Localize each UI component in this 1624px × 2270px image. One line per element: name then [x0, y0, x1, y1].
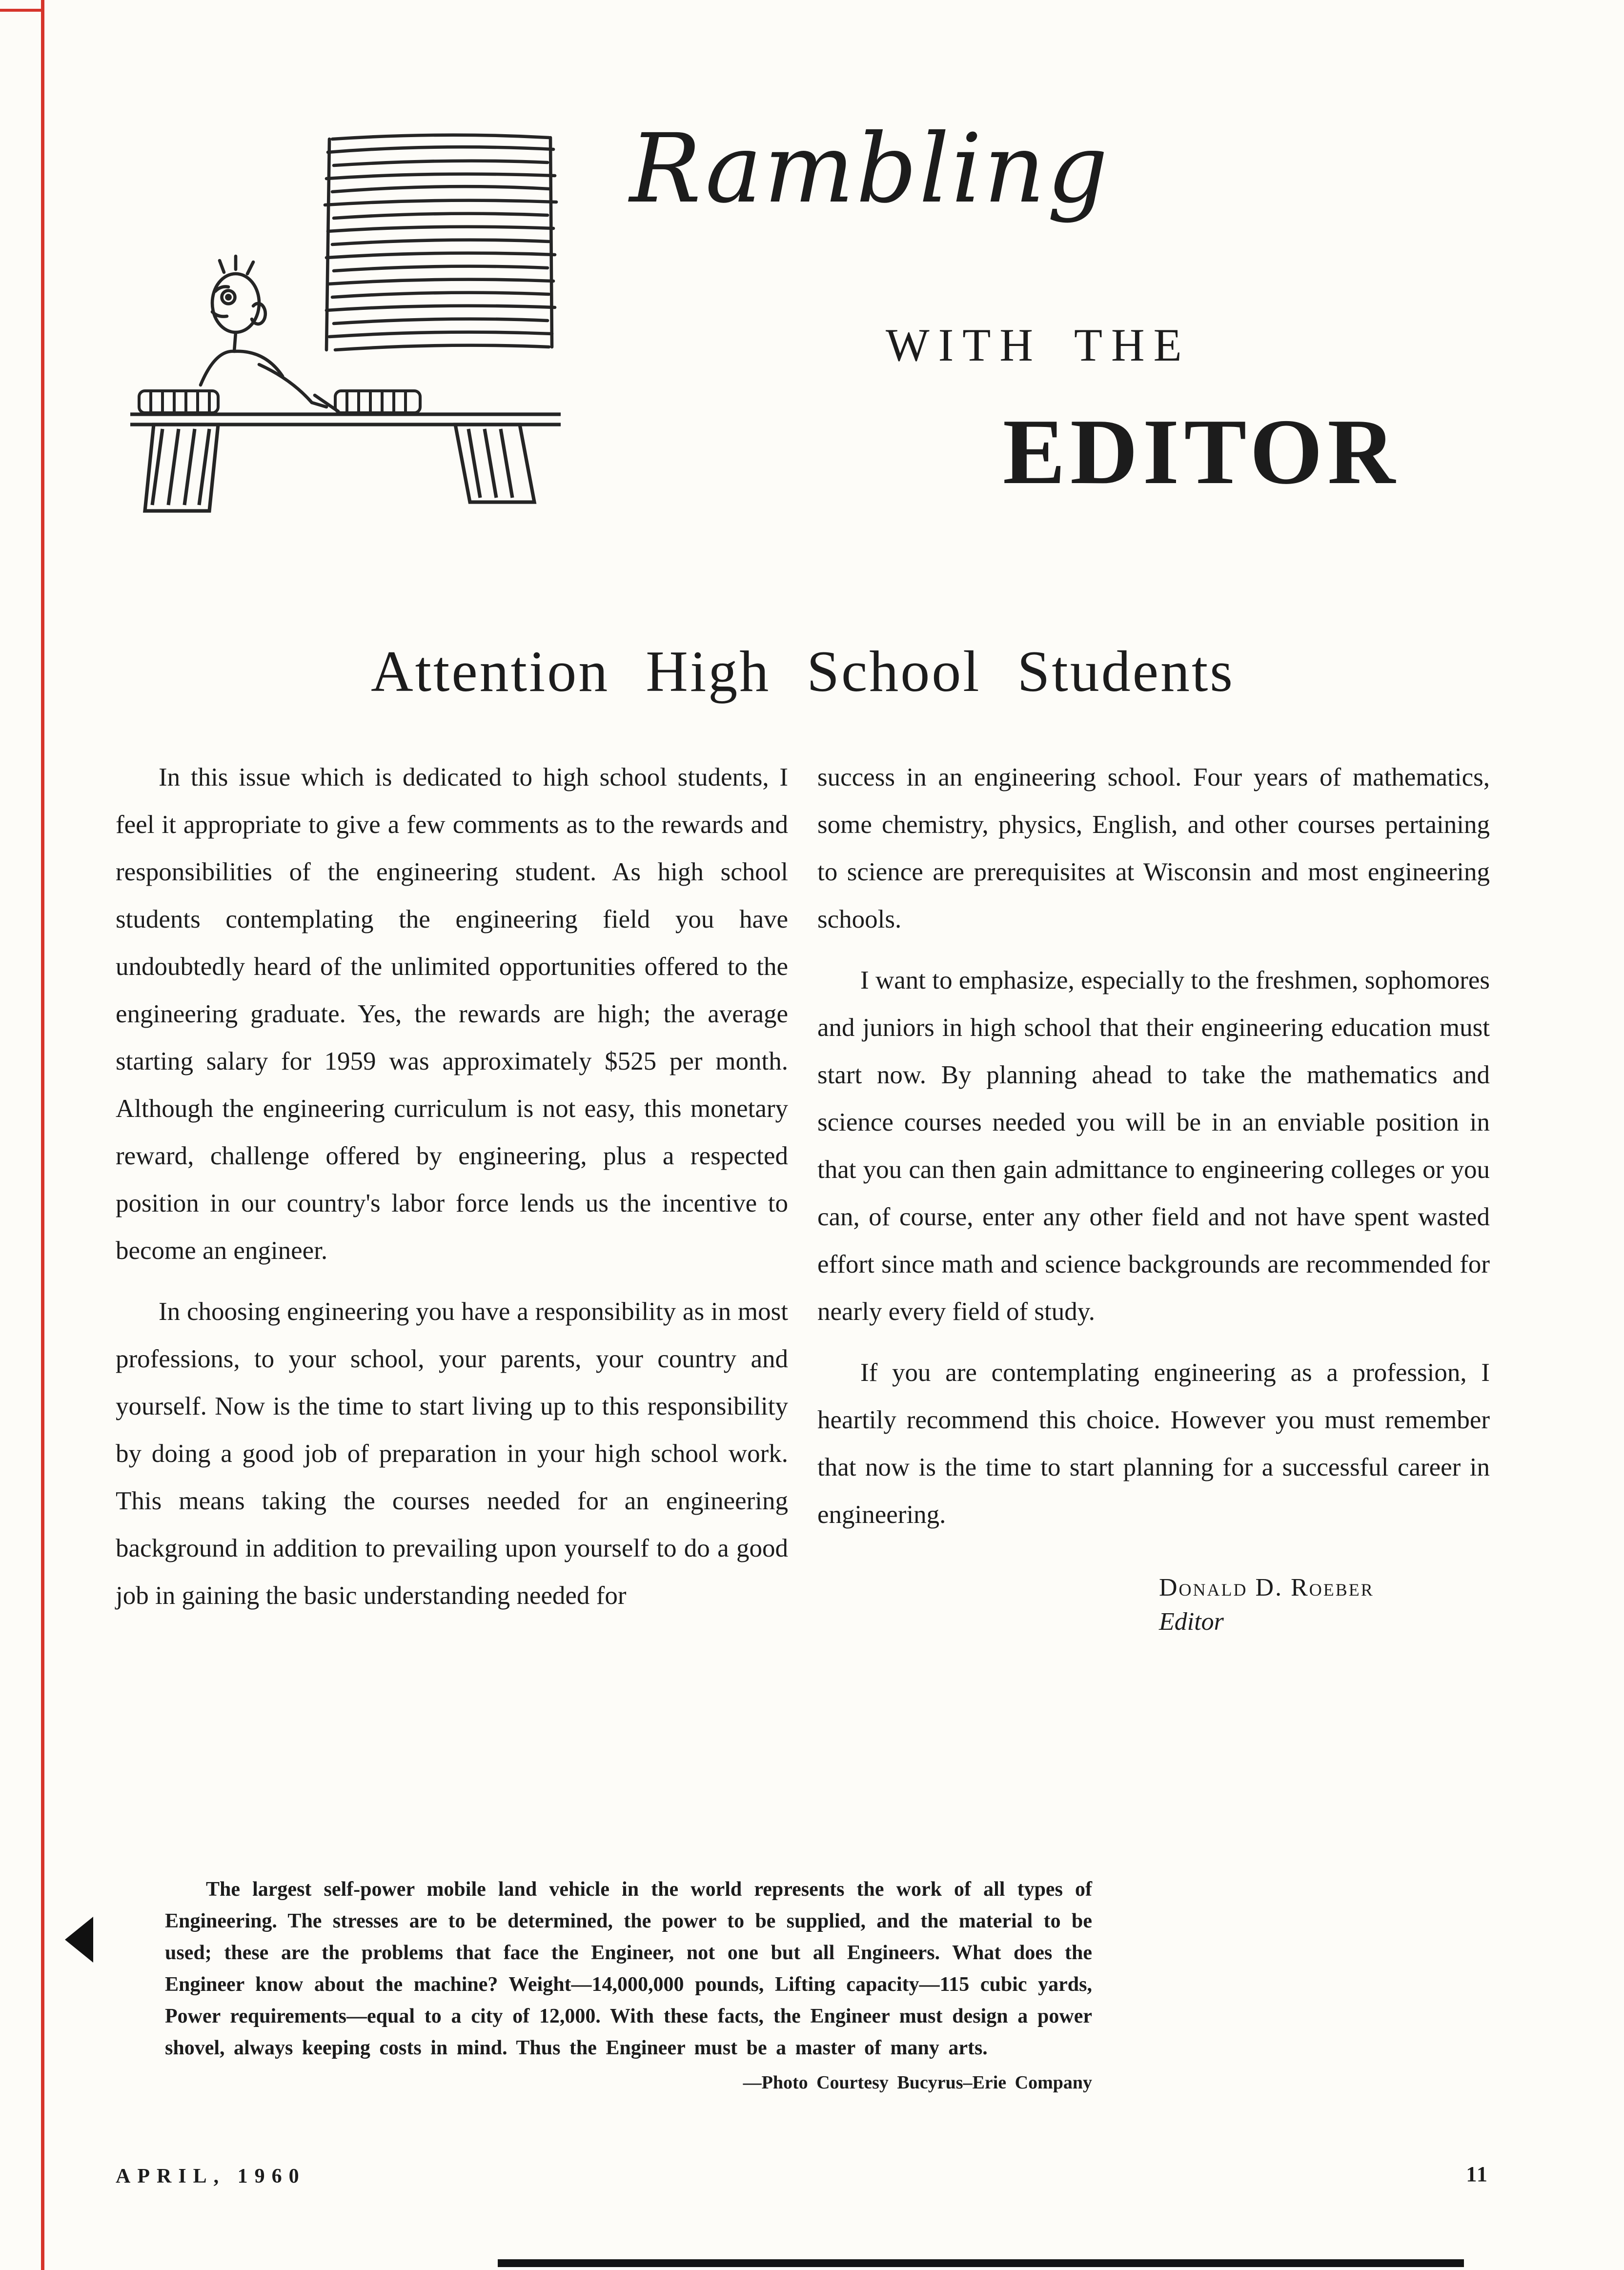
signature-block [1159, 1571, 1490, 1639]
paper-stack-icon [325, 135, 556, 350]
masthead-subtitle: WITH THE [886, 319, 1191, 371]
photo-credit: —Photo Courtesy Bucyrus–Erie Company [743, 2072, 1092, 2093]
photo-caption: The largest self-power mobile land vehicle in the world represents the work of all types of Engineering. The stresses are to be determined, the power to be supplied, and the material to be used; these are the problems that face the Engineer, not one but all Engineers. What does the Engineer know about the machine? Weight—14,000,000 pounds, Lifting capacity—115 cubic yards, Power requirements—equal to a city of 12,000. With these facts, the Engineer must design a power shovel, always keeping costs in mind. Thus the Engineer must be a master of many arts. [165, 1878, 1092, 2059]
masthead-title: EDITOR [1003, 400, 1401, 504]
editor-figure [201, 256, 338, 411]
paragraph: If you are contemplating engineering as a profession, I heartily recommend this choice. However you must remember that now is the time to start planning for a successful career in engineering. [817, 1358, 1490, 1529]
desk-machines [139, 391, 420, 413]
article-column-left [116, 754, 788, 1639]
scan-mark-top-left [0, 9, 41, 12]
scan-mark-bottom-strip [498, 2259, 1464, 2267]
footer-page-number: 11 [1466, 2162, 1488, 2186]
editor-cartoon [113, 127, 567, 523]
paragraph: I want to emphasize, especially to the freshmen, sophomores and juniors in high school that their engineering education must start now. By planning ahead to take the mathematics and science courses needed you will be in an enviable position in that you can then gain admittance to engineering colleges or you can, of course, enter any other field and not have spent wasted effort since math and science backgrounds are recommended for nearly every field of study. [817, 966, 1490, 1326]
signature-name: Donald D. Roeber [1159, 1574, 1374, 1601]
desk [130, 414, 561, 511]
article-heading: Attention High School Students [371, 639, 1235, 704]
paragraph: In choosing engineering you have a responsibility as in most professions, to your school, your parents, your country and yourself. Now is the time to start living up to this responsibility by doing a good job of preparation in your high school work. This means taking the courses needed for an engineering background in addition to prevailing upon yourself to do a good job in gaining the basic understanding needed for [116, 1297, 788, 1610]
paragraph-continuation: success in an engineering school. Four years of mathematics, some chemistry, physics, English, and other courses pertaining to science are prerequisites at Wisconsin and most engineering schools. [817, 763, 1490, 933]
masthead-script-title: Rambling [629, 113, 1110, 224]
scan-mark-left-edge [41, 0, 44, 2270]
paragraph: In this issue which is dedicated to high school students, I feel it appropriate to give a few comments as to the rewards and responsibilities of the engineering student. As high school students contemplating the engineering field you have undoubtedly heard of the unlimited opportunities offered to the engineering graduate. Yes, the rewards are high; the average starting salary for 1959 was approximately $525 per month. Although the engineering curriculum is not easy, this monetary reward, challenge offered by engineering, plus a respected position in our country's labor force lends us the incentive to become an engineer. [116, 763, 788, 1265]
photo-caption-block [165, 1874, 1092, 2094]
article-body [116, 754, 1490, 1639]
footer-issue-date: APRIL, 1960 [116, 2165, 306, 2188]
signature-role: Editor [1159, 1608, 1224, 1636]
article-column-right [817, 754, 1490, 1639]
left-arrow-icon [65, 1917, 93, 1963]
